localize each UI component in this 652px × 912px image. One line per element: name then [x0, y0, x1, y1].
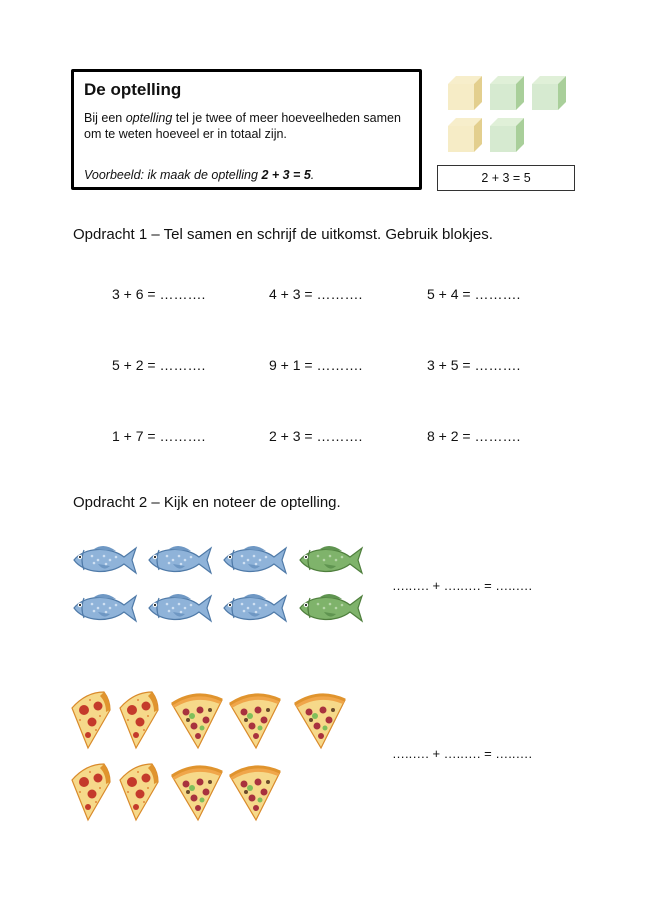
sum-item: 9 + 1 = ………. — [269, 357, 363, 373]
intro-title: De optelling — [84, 80, 182, 99]
exercise1-heading: Opdracht 1 – Tel samen en schrijf de uitkomst. Gebruik blokjes. — [73, 226, 493, 243]
fish-blue-icon — [70, 592, 140, 624]
yellow-cube-icon — [446, 116, 484, 154]
example-formula-box: 2 + 3 = 5 — [437, 165, 575, 191]
pizza-vegetable-icon — [170, 690, 224, 750]
sum-item: 2 + 3 = ………. — [269, 428, 363, 444]
pizza-vegetable-icon — [228, 690, 282, 750]
sum-item: 3 + 6 = ………. — [112, 286, 206, 302]
pizza-vegetable-icon — [228, 762, 282, 822]
fish-blue-icon — [220, 592, 290, 624]
sum-item: 1 + 7 = ………. — [112, 428, 206, 444]
fish-green-icon — [296, 592, 366, 624]
sum-item: 3 + 5 = ………. — [427, 357, 521, 373]
fish-blue-icon — [145, 592, 215, 624]
intro-text-end: tel je twee of meer hoeveelheden samen om te weten hoeveel er in totaal zijn. — [84, 111, 401, 141]
fish-blue-icon — [70, 544, 140, 576]
intro-text-start: Bij een — [84, 111, 126, 125]
fish-blue-icon — [220, 544, 290, 576]
pizza-answer-line: …..…. + …..…. = …..…. — [392, 746, 533, 761]
example-suffix: . — [310, 168, 315, 182]
fish-green-icon — [296, 544, 366, 576]
exercise2-heading: Opdracht 2 – Kijk en noteer de optelling. — [73, 494, 341, 511]
pizza-vegetable-icon — [170, 762, 224, 822]
pizza-vegetable-icon — [293, 690, 347, 750]
intro-text — [84, 110, 414, 142]
intro-box — [71, 69, 422, 190]
green-cube-icon — [488, 74, 526, 112]
pizza-pepperoni-icon — [70, 762, 114, 822]
cubes-illustration — [446, 74, 576, 154]
intro-example — [84, 168, 314, 182]
pizza-pepperoni-icon — [118, 690, 162, 750]
sum-item: 5 + 2 = ………. — [112, 357, 206, 373]
sum-item: 5 + 4 = ………. — [427, 286, 521, 302]
example-prefix: Voorbeeld: ik maak de optelling — [84, 168, 262, 182]
green-cube-icon — [530, 74, 568, 112]
pizza-pepperoni-icon — [118, 762, 162, 822]
green-cube-icon — [488, 116, 526, 154]
fish-answer-line: …..…. + …..…. = …..…. — [392, 578, 533, 593]
intro-text-keyword: optelling — [125, 111, 173, 125]
sum-item: 8 + 2 = ………. — [427, 428, 521, 444]
example-sum: 2 + 3 = 5 — [261, 168, 311, 182]
fish-blue-icon — [145, 544, 215, 576]
pizza-pepperoni-icon — [70, 690, 114, 750]
yellow-cube-icon — [446, 74, 484, 112]
sum-item: 4 + 3 = ………. — [269, 286, 363, 302]
